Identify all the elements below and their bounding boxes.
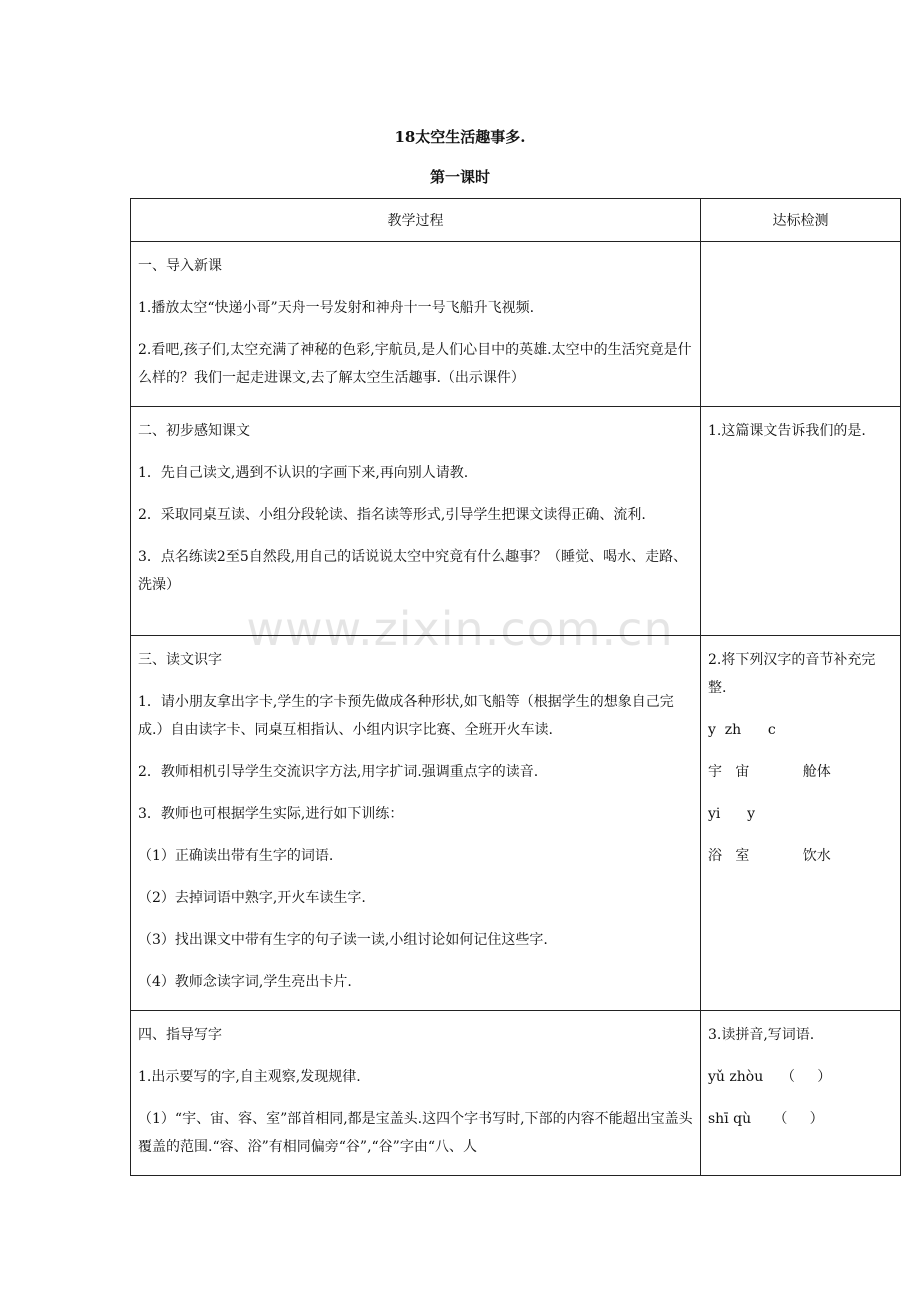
process-cell (131, 1011, 701, 1176)
section-heading: 四、指导写字 (138, 1027, 222, 1043)
document-subtitle: 第一课时 (429, 168, 490, 186)
section-heading: 三、读文识字 (138, 652, 222, 668)
list-item: 1.播放太空“快递小哥”天舟一号发射和神舟十一号飞船升飞视频. (138, 300, 535, 316)
section-heading: 一、导入新课 (138, 258, 222, 274)
process-cell (131, 242, 701, 407)
table-row (131, 407, 901, 636)
list-item: 1．请小朋友拿出字卡,学生的字卡预先做成各种形状,如飞船等（根据学生的想象自己完成.）自由读字卡、同桌互相指认、小组内识字比赛、全班开火车读. (138, 694, 674, 738)
section-heading: 二、初步感知课文 (138, 423, 250, 439)
list-item: 3．教师也可根据学生实际,进行如下训练： (138, 806, 404, 822)
header-check: 达标检测 (701, 199, 901, 242)
pinyin-blank-line: yǔ zhòu （ ） (708, 1069, 832, 1085)
process-cell (131, 636, 701, 1011)
pinyin-blank-line: shī qù （ ） (708, 1111, 824, 1127)
watermark: www.zixin.com.cn (246, 602, 674, 656)
list-item: （2）去掉词语中熟字,开火车读生字. (138, 890, 366, 906)
lesson-table (130, 198, 901, 1176)
table-header-row (131, 199, 901, 242)
list-item: （3）找出课文中带有生字的句子读一读,小组讨论如何记住这些字. (138, 932, 548, 948)
check-cell (701, 407, 901, 636)
list-item: 2．采取同桌互读、小组分段轮读、指名读等形式,引导学生把课文读得正确、流利. (138, 507, 646, 523)
list-item: 2．教师相机引导学生交流识字方法,用字扩词.强调重点字的读音. (138, 764, 539, 780)
pinyin-line: yi y (708, 806, 755, 822)
list-item: 1．先自己读文,遇到不认识的字画下来,再向别人请教. (138, 465, 469, 481)
check-cell (701, 636, 901, 1011)
character-line: 浴 室 饮水 (708, 848, 831, 864)
list-item: 2.看吧,孩子们,太空充满了神秘的色彩,宇航员,是人们心目中的英雄.太空中的生活究竟是什么样的？我们一起走进课文,去了解太空生活趣事.（出示课件） (138, 342, 692, 386)
check-cell (701, 242, 901, 407)
table-row (131, 242, 901, 407)
character-line: 宇 宙 舱体 (708, 764, 831, 780)
list-item: 1.出示要写的字,自主观察,发现规律. (138, 1069, 361, 1085)
header-process: 教学过程 (131, 199, 701, 242)
process-cell (131, 407, 701, 636)
list-item: （1）“宇、宙、容、室”部首相同,都是宝盖头.这四个字书写时,下部的内容不能超出宝盖头覆盖的范围.“容、浴”有相同偏旁“谷”,“谷”字由“八、人 (138, 1111, 693, 1155)
document-title: 18太空生活趣事多. (394, 128, 526, 146)
pinyin-line: y zh c (708, 722, 776, 738)
check-cell (701, 1011, 901, 1176)
table-row (131, 1011, 901, 1176)
check-item: 1.这篇课文告诉我们的是. (708, 423, 866, 439)
list-item: （4）教师念读字词,学生亮出卡片. (138, 974, 352, 990)
table-row (131, 636, 901, 1011)
check-item: 3.读拼音,写词语. (708, 1027, 815, 1043)
list-item: （1）正确读出带有生字的词语. (138, 848, 334, 864)
check-item: 2.将下列汉字的音节补充完整. (708, 652, 876, 696)
list-item: 3．点名练读2至5自然段,用自己的话说说太空中究竟有什么趣事？（睡觉、喝水、走路、洗澡） (138, 549, 688, 593)
